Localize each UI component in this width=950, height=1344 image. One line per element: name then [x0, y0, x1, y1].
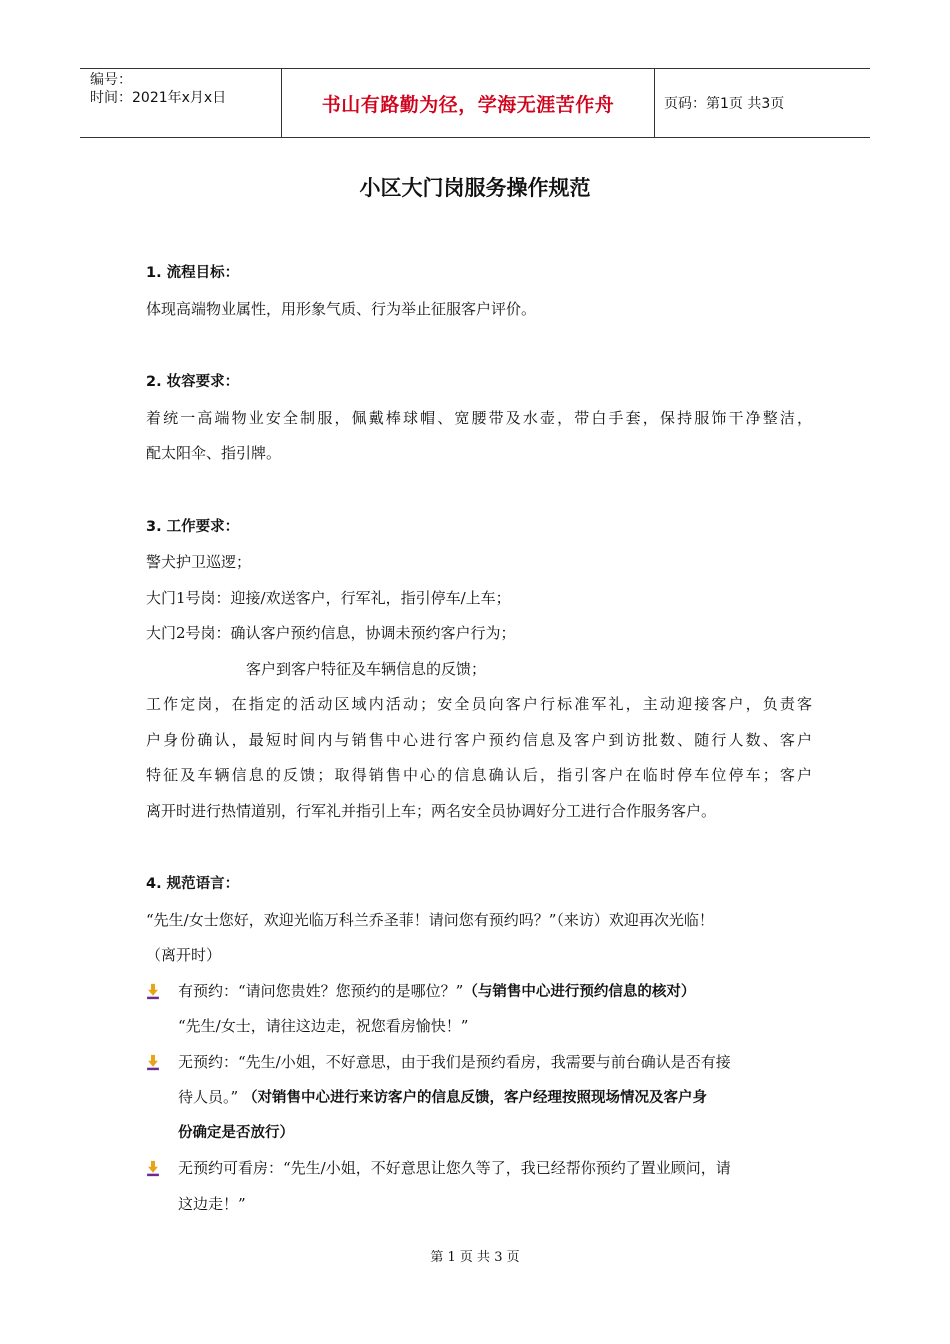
bullet-note-continuation: 份确定是否放行） — [178, 1124, 294, 1141]
section-1-text: 体现高端物业属性，用形象气质、行为举止征服客户评价。 — [146, 299, 537, 318]
section-3-heading: 3. 工作要求： — [146, 518, 240, 535]
bullet-text: 待人员。” — [178, 1088, 239, 1106]
bullet-continuation: 这边走！” — [178, 1194, 246, 1213]
section-4-heading: 4. 规范语言： — [146, 876, 240, 892]
section-3-text-line: 特征及车辆信息的反馈；取得销售中心的信息确认后，指引客户在临时停车位停车；客户 — [146, 766, 812, 784]
section-3-text-line: 警犬护卫巡逻； — [146, 553, 252, 571]
page-header — [80, 68, 870, 138]
section-4-text-line: （离开时） — [146, 946, 222, 964]
section-3-text-line: 大门1号岗：迎接/欢送客户，行军礼，指引停车/上车； — [146, 588, 511, 607]
document-title: 小区大门岗服务操作规范 — [359, 176, 591, 200]
section-2-heading: 2. 妆容要求： — [146, 374, 240, 390]
arrow-bullet-icon — [146, 1045, 160, 1081]
page-footer: 第 1 页 共 3 页 — [430, 1250, 520, 1265]
header-motto: 书山有路勤为径，学海无涯苦作舟 — [321, 93, 615, 116]
document-body — [146, 256, 812, 1222]
section-3-text-line: 工作定岗，在指定的活动区域内活动；安全员向客户行标准军礼，主动迎接客户，负责客 — [146, 695, 812, 713]
list-item — [146, 1151, 812, 1187]
section-3-text-line: 离开时进行热情道别，行军礼并指引上车；两名安全员协调好分工进行合作服务客户。 — [146, 801, 717, 820]
section-4-text-line: “先生/女士您好，欢迎光临万科兰乔圣菲！请问您有预约吗？”（来访）欢迎再次光临！ — [146, 910, 714, 929]
bullet-text: 无预约：“先生/小姐，不好意思，由于我们是预约看房，我需要与前台确认是否有接 — [178, 1052, 731, 1071]
arrow-bullet-icon — [146, 1151, 160, 1187]
bullet-continuation: “先生/女士，请往这边走，祝您看房愉快！” — [178, 1017, 469, 1035]
section-3-text-line: 户身份确认，最短时间内与销售中心进行客户预约信息及客户到访批数、随行人数、客户 — [146, 730, 812, 749]
document-date: 时间：2021年x月x日 — [90, 90, 227, 106]
section-2-text-line: 配太阳伞、指引牌。 — [146, 444, 282, 462]
section-3-text-line: 大门2号岗：确认客户预约信息，协调未预约客户行为； — [146, 624, 516, 642]
list-item — [146, 1045, 812, 1081]
list-item — [146, 974, 812, 1010]
header-page-info: 页码：第1页 共3页 — [664, 96, 785, 112]
section-3-text-line: 客户到客户特征及车辆信息的反馈； — [246, 659, 487, 678]
header-meta — [80, 69, 280, 137]
section-2-text-line: 着统一高端物业安全制服，佩戴棒球帽、宽腰带及水壶，带白手套，保持服饰干净整洁， — [146, 408, 812, 427]
arrow-bullet-icon — [146, 974, 160, 1010]
bullet-continuation — [146, 1080, 812, 1116]
bullet-note: （对销售中心进行来访客户的信息反馈，客户经理按照现场情况及客户身 — [242, 1090, 707, 1106]
document-number: 编号： — [90, 72, 132, 88]
bullet-text: 有预约：“请问您贵姓？您预约的是哪位？” — [178, 981, 464, 1000]
header-motto-cell — [281, 69, 655, 137]
bullet-text: 无预约可看房：“先生/小姐，不好意思让您久等了，我已经帮你预约了置业顾问，请 — [178, 1159, 731, 1177]
section-1-heading: 1. 流程目标： — [146, 265, 240, 281]
bullet-note: （与销售中心进行预约信息的核对） — [463, 983, 696, 1000]
